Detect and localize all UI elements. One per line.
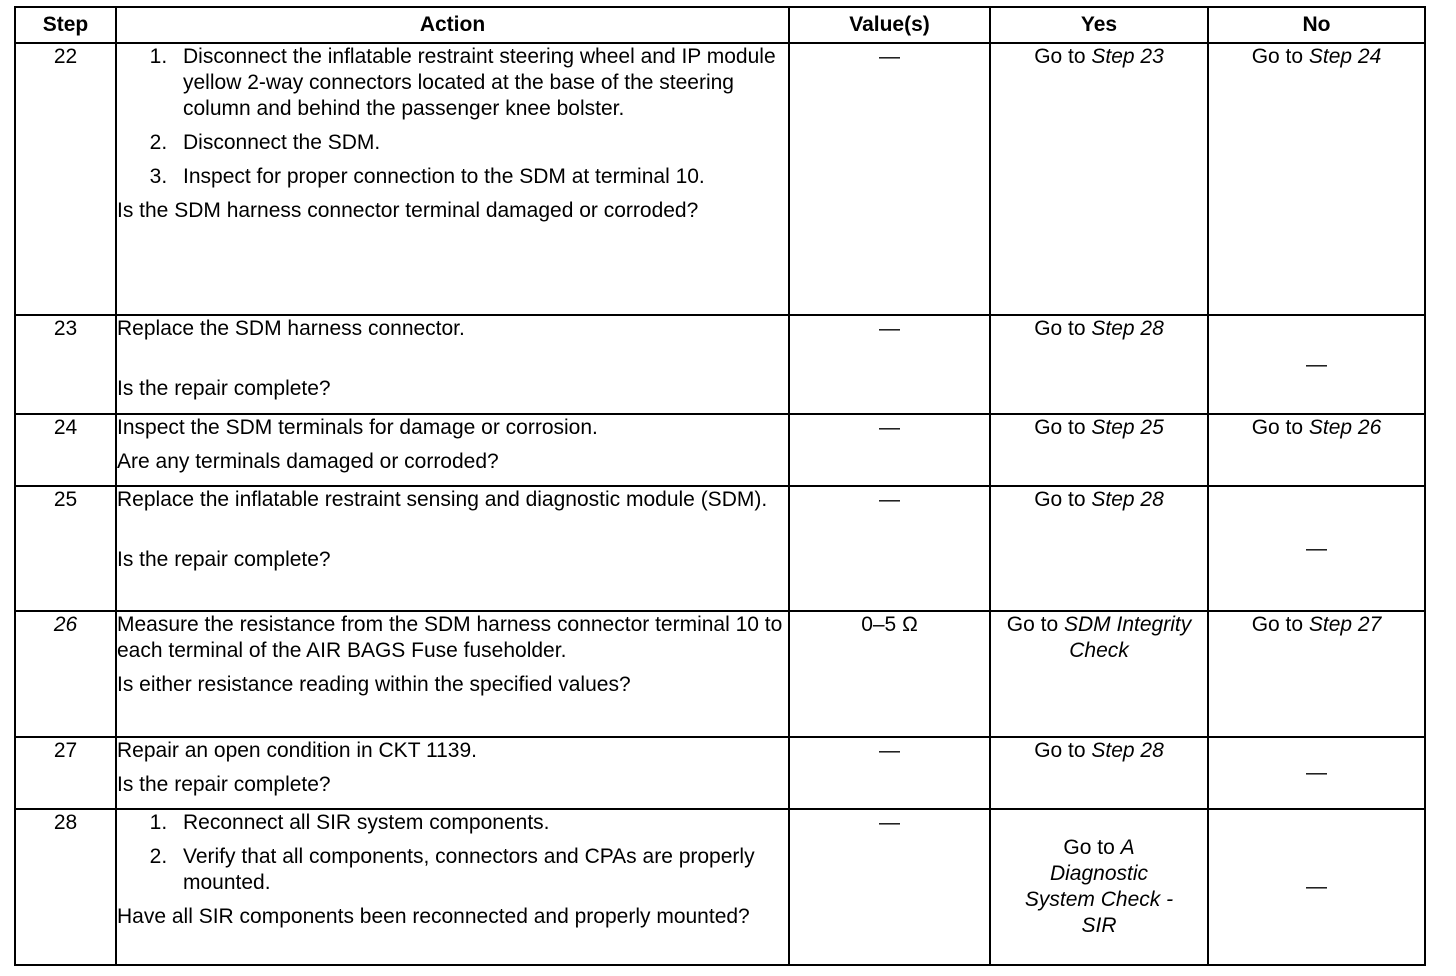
yes-prefix: Go to [1006,613,1064,636]
yes-link[interactable]: SDM Integrity Check [1064,613,1192,662]
action-item: 1. Reconnect all SIR system components. [173,810,788,836]
no-link[interactable]: Step 26 [1308,416,1382,439]
question-text: Is the repair complete? [117,377,331,400]
table-row-step-27 [15,737,1425,809]
value-cell: — [789,809,990,965]
yes-cell [990,414,1208,486]
yes-prefix: Go to [1034,317,1092,340]
no-cell: — [1208,809,1425,965]
action-list [117,810,788,896]
header-action: Action [116,7,789,43]
action-cell [116,486,789,611]
action-text: Repair an open condition in CKT 1139. [117,739,477,762]
table-row-step-28 [15,809,1425,965]
value-cell: — [789,43,990,315]
value-cell: 0–5 Ω [789,611,990,737]
header-values: Value(s) [789,7,990,43]
question-text: Have all SIR components been reconnected and properly mounted? [117,905,750,928]
action-text: Replace the inflatable restraint sensing and diagnostic module (SDM). [117,488,768,511]
table-row-step-26 [15,611,1425,737]
no-prefix: Go to [1251,45,1309,68]
no-cell [1208,611,1425,737]
action-cell [116,611,789,737]
yes-cell [990,809,1208,965]
no-cell: — [1208,315,1425,414]
action-item: 1. Disconnect the inflatable restraint steering wheel and IP module yellow 2-way connectors located at the base of the steering column and behind the passenger knee bolster. [173,44,788,122]
step-number: 28 [15,809,116,965]
action-cell [116,737,789,809]
step-number: 26 [15,611,116,737]
step-number: 23 [15,315,116,414]
step-number: 24 [15,414,116,486]
yes-prefix: Go to [1034,488,1092,511]
no-cell [1208,43,1425,315]
action-text: Replace the SDM harness connector. [117,317,465,340]
no-link[interactable]: Step 24 [1308,45,1382,68]
diagnostic-table [14,6,1426,966]
step-number: 27 [15,737,116,809]
yes-link[interactable]: Step 28 [1091,317,1164,340]
yes-link[interactable]: Step 28 [1091,739,1164,762]
table-row-step-24 [15,414,1425,486]
step-number: 22 [15,43,116,315]
yes-cell [990,315,1208,414]
action-item: 2. Disconnect the SDM. [173,130,788,156]
yes-cell [990,43,1208,315]
header-yes: Yes [990,7,1208,43]
value-cell: — [789,315,990,414]
yes-link[interactable]: A Diagnostic System Check - SIR [1024,836,1174,937]
table-row-step-22 [15,43,1425,315]
action-item: 3. Inspect for proper connection to the SDM at terminal 10. [173,164,788,190]
header-row [15,7,1425,43]
spacer [117,513,788,547]
question-text: Are any terminals damaged or corroded? [117,450,499,473]
yes-prefix: Go to [1034,739,1092,762]
yes-cell [990,486,1208,611]
action-cell [116,43,789,315]
action-text: Measure the resistance from the SDM harness connector terminal 10 to each terminal of the AIR BAGS Fuse fuseholder. [117,613,783,662]
value-cell: — [789,486,990,611]
question-text: Is the repair complete? [117,773,331,796]
value-cell: — [789,737,990,809]
no-cell: — [1208,486,1425,611]
header-step: Step [15,7,116,43]
action-cell [116,809,789,965]
table-row-step-23 [15,315,1425,414]
action-cell [116,414,789,486]
yes-prefix: Go to [1063,836,1121,859]
table-row-step-25 [15,486,1425,611]
yes-link[interactable]: Step 28 [1091,488,1164,511]
yes-link[interactable]: Step 23 [1091,45,1164,68]
yes-prefix: Go to [1034,45,1092,68]
value-cell: — [789,414,990,486]
no-prefix: Go to [1251,613,1309,636]
question-text: Is either resistance reading within the specified values? [117,673,631,696]
action-item: 2. Verify that all components, connectors and CPAs are properly mounted. [173,844,788,896]
no-cell: — [1208,737,1425,809]
question-text: Is the repair complete? [117,548,331,571]
header-no: No [1208,7,1425,43]
spacer [117,342,788,376]
question-text: Is the SDM harness connector terminal damaged or corroded? [117,199,699,222]
yes-cell [990,737,1208,809]
action-cell [116,315,789,414]
no-cell [1208,414,1425,486]
action-text: Inspect the SDM terminals for damage or corrosion. [117,416,598,439]
no-link[interactable]: Step 27 [1308,613,1382,636]
no-prefix: Go to [1251,416,1309,439]
action-list [117,44,788,190]
yes-link[interactable]: Step 25 [1091,416,1164,439]
yes-prefix: Go to [1034,416,1092,439]
step-number: 25 [15,486,116,611]
yes-cell [990,611,1208,737]
